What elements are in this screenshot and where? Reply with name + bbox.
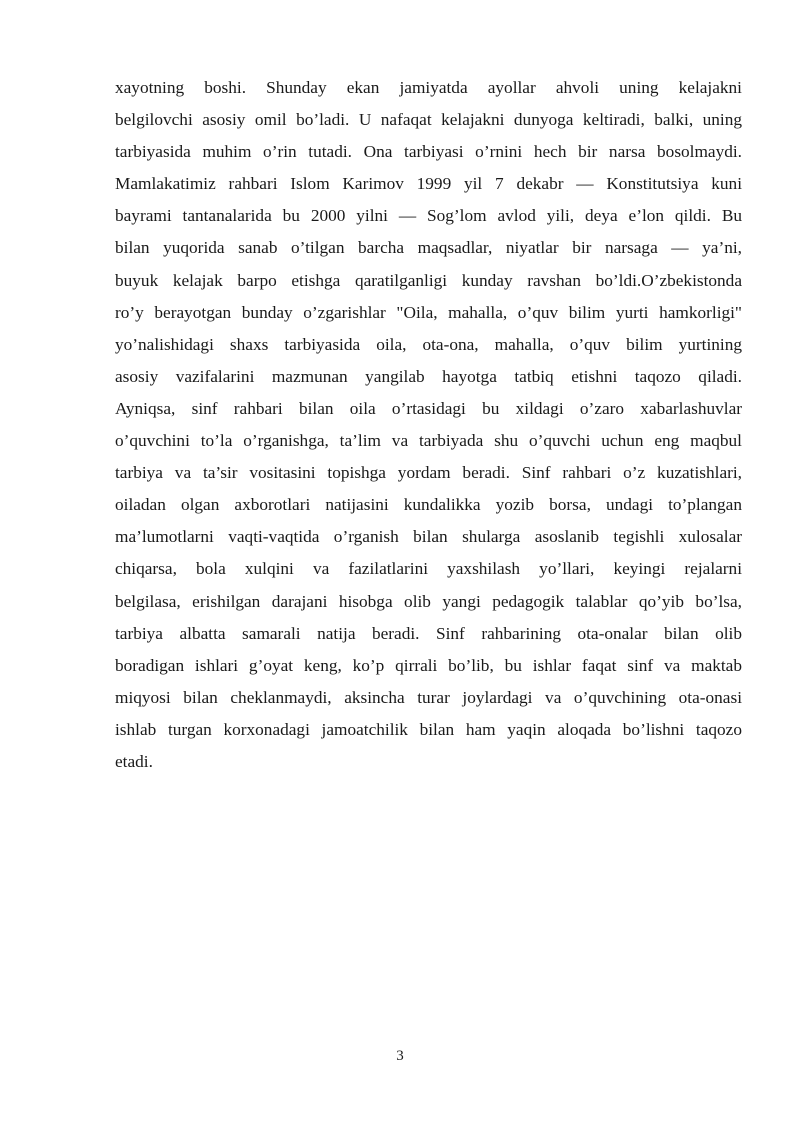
paragraph-line: yo’nalishidagi shaxs tarbiyasida oila, ota-ona, mahalla, o’quv bilim yurtining: [115, 334, 742, 354]
paragraph-line: etadi.: [115, 751, 153, 771]
paragraph-line: ro’y berayotgan bunday o’zgarishlar "Oila, mahalla, o’quv bilim yurti hamkorligi": [115, 302, 742, 322]
paragraph-line: belgilovchi asosiy omil bo’ladi. U nafaqat kelajakni dunyoga keltiradi, balki, uning: [115, 110, 742, 130]
paragraph-line: Mamlakatimiz rahbari Islom Karimov 1999 yil 7 dekabr — Konstitutsiya kuni: [115, 174, 742, 194]
paragraph-line: miqyosi bilan cheklanmaydi, aksincha turar joylardagi va o’quvchining ota-onasi: [115, 687, 742, 707]
paragraph-line: ma’lumotlarni vaqti-vaqtida o’rganish bilan shularga asoslanib tegishli xulosalar: [115, 527, 742, 547]
paragraph-line: tarbiya va ta’sir vositasini topishga yordam beradi. Sinf rahbari o’z kuzatishlari,: [115, 463, 742, 483]
page-number: 3: [396, 1048, 404, 1064]
paragraph-line: oiladan olgan axborotlari natijasini kundalikka yozib borsa, undagi to’plangan: [115, 495, 742, 515]
paragraph-line: xayotning boshi. Shunday ekan jamiyatda ayollar ahvoli uning kelajakni: [115, 78, 742, 97]
body-paragraph: [115, 72, 742, 778]
paragraph-line: tarbiyasida muhim o’rin tutadi. Ona tarbiyasi o’rnini hech bir narsa bosolmaydi.: [115, 142, 742, 162]
paragraph-line: boradigan ishlari g’oyat keng, ko’p qirrali bo’lib, bu ishlar faqat sinf va maktab: [115, 655, 742, 675]
paragraph-line: buyuk kelajak barpo etishga qaratilganligi kunday ravshan bo’ldi.O’zbekistonda: [115, 270, 742, 290]
paragraph-line: ishlab turgan korxonadagi jamoatchilik bilan ham yaqin aloqada bo’lishni taqozo: [115, 719, 742, 739]
paragraph-line: bayrami tantanalarida bu 2000 yilni — Sog’lom avlod yili, deya e’lon qildi. Bu: [115, 206, 742, 226]
paragraph-line: o’quvchini to’la o’rganishga, ta’lim va tarbiyada shu o’quvchi uchun eng maqbul: [115, 431, 742, 451]
paragraph-line: tarbiya albatta samarali natija beradi. Sinf rahbarining ota-onalar bilan olib: [115, 623, 742, 643]
paragraph-line: Ayniqsa, sinf rahbari bilan oila o’rtasidagi bu xildagi o’zaro xabarlashuvlar: [115, 398, 742, 418]
paragraph-line: asosiy vazifalarini mazmunan yangilab hayotga tatbiq etishni taqozo qiladi.: [115, 366, 742, 386]
paragraph-line: chiqarsa, bola xulqini va fazilatlarini yaxshilash yo’llari, keyingi rejalarni: [115, 559, 742, 579]
paragraph-line: bilan yuqorida sanab o’tilgan barcha maqsadlar, niyatlar bir narsaga — ya’ni,: [115, 238, 742, 258]
paragraph-line: belgilasa, erishilgan darajani hisobga olib yangi pedagogik talablar qo’yib bo’lsa,: [115, 591, 742, 611]
